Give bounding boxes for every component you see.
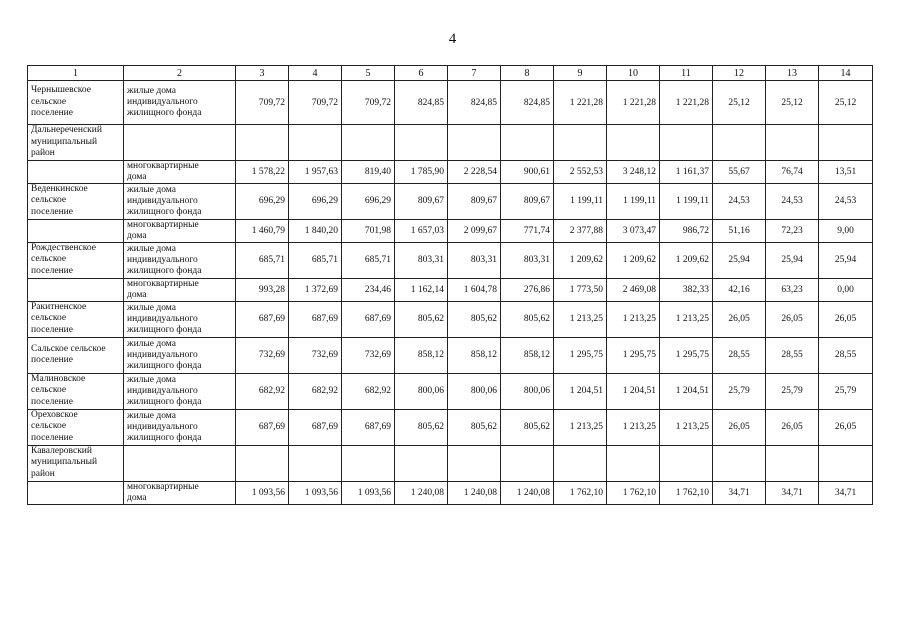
table-row: [28, 409, 873, 445]
value-cell: [342, 445, 395, 481]
settlement-name-cell: [28, 219, 124, 242]
settlement-name-line: Кавалеровский: [31, 445, 92, 456]
value-cell: 42,16: [713, 278, 766, 301]
value-cell: 1 221,28: [660, 81, 713, 125]
table-row: [28, 219, 873, 242]
value-cell: 771,74: [501, 219, 554, 242]
settlement-name-line: Сальское сельское: [31, 343, 106, 354]
value-cell: 234,46: [342, 278, 395, 301]
value-cell: 2 099,67: [448, 219, 501, 242]
column-header: 3: [236, 66, 289, 81]
value-cell: [819, 445, 873, 481]
value-cell: 1 240,08: [501, 481, 554, 504]
column-header: 1: [28, 66, 124, 81]
value-cell: 800,06: [448, 373, 501, 409]
column-header: 8: [501, 66, 554, 81]
value-cell: [395, 125, 448, 161]
table-body: [28, 81, 873, 505]
housing-type-line: жилые дома: [127, 302, 176, 313]
value-cell: 1 578,22: [236, 160, 289, 183]
housing-type-line: жилищного фонда: [127, 432, 202, 443]
value-cell: 26,05: [819, 301, 873, 337]
value-cell: 1 604,78: [448, 278, 501, 301]
value-cell: 824,85: [501, 81, 554, 125]
value-cell: 1 204,51: [607, 373, 660, 409]
value-cell: [395, 445, 448, 481]
value-cell: 858,12: [395, 337, 448, 373]
housing-type-line: индивидуального: [127, 349, 198, 360]
value-cell: 55,67: [713, 160, 766, 183]
value-cell: 1 093,56: [289, 481, 342, 504]
value-cell: 63,23: [766, 278, 819, 301]
settlement-name-line: сельское: [31, 385, 67, 396]
value-cell: 809,67: [395, 183, 448, 219]
header-row: [28, 66, 873, 81]
value-cell: 1 213,25: [554, 409, 607, 445]
page-number: 4: [448, 31, 457, 47]
housing-type-line: жилищного фонда: [127, 396, 202, 407]
housing-type-cell: [124, 373, 236, 409]
value-cell: 1 162,14: [395, 278, 448, 301]
value-cell: 1 199,11: [660, 183, 713, 219]
value-cell: 1 762,10: [660, 481, 713, 504]
housing-type-cell: [124, 409, 236, 445]
value-cell: 1 240,08: [448, 481, 501, 504]
value-cell: 1 204,51: [554, 373, 607, 409]
settlement-name-line: сельское: [31, 195, 67, 206]
value-cell: 26,05: [819, 409, 873, 445]
settlement-name-line: сельское: [31, 421, 67, 432]
settlement-name-line: Дальнереченский: [31, 125, 102, 135]
value-cell: 1 295,75: [607, 337, 660, 373]
housing-type-line: жилые дома: [127, 338, 176, 349]
value-cell: 809,67: [501, 183, 554, 219]
settlement-name-cell: [28, 242, 124, 278]
settlement-name-line: Малиновское: [31, 373, 86, 384]
value-cell: 24,53: [713, 183, 766, 219]
value-cell: [448, 445, 501, 481]
value-cell: 1 093,56: [342, 481, 395, 504]
housing-type-line: жилищного фонда: [127, 360, 202, 371]
housing-type-cell: [124, 160, 236, 183]
value-cell: 1 460,79: [236, 219, 289, 242]
housing-type-line: жилищного фонда: [127, 206, 202, 217]
value-cell: 25,12: [819, 81, 873, 125]
value-cell: 696,29: [236, 183, 289, 219]
value-cell: [501, 445, 554, 481]
settlement-name-cell: [28, 445, 124, 481]
settlement-name-line: муниципальный: [31, 457, 98, 468]
value-cell: 993,28: [236, 278, 289, 301]
column-header: 11: [660, 66, 713, 81]
tariff-table: [27, 65, 873, 505]
settlement-name-cell: [28, 373, 124, 409]
housing-type-line: жилые дома: [127, 243, 176, 254]
value-cell: 25,79: [766, 373, 819, 409]
housing-type-line: жилые дома: [127, 86, 176, 96]
value-cell: [660, 125, 713, 161]
value-cell: 28,55: [819, 337, 873, 373]
housing-type-cell: [124, 125, 236, 161]
housing-type-line: жилые дома: [127, 410, 176, 421]
settlement-name-cell: [28, 81, 124, 125]
value-cell: 1 209,62: [554, 242, 607, 278]
value-cell: [342, 125, 395, 161]
housing-type-cell: [124, 81, 236, 125]
value-cell: 25,12: [766, 81, 819, 125]
value-cell: 687,69: [236, 301, 289, 337]
value-cell: 1 213,25: [607, 409, 660, 445]
value-cell: [501, 125, 554, 161]
value-cell: 34,71: [766, 481, 819, 504]
housing-type-line: жилые дома: [127, 374, 176, 385]
column-header: 14: [819, 66, 873, 81]
settlement-name-line: поселение: [31, 432, 73, 443]
value-cell: 696,29: [342, 183, 395, 219]
housing-type-line: индивидуального: [127, 385, 198, 396]
table-row: [28, 373, 873, 409]
value-cell: 687,69: [342, 301, 395, 337]
value-cell: 805,62: [501, 409, 554, 445]
housing-type-line: многоквартирные: [127, 160, 199, 171]
value-cell: 1 295,75: [660, 337, 713, 373]
housing-type-line: жилищного фонда: [127, 324, 202, 335]
value-cell: 687,69: [289, 301, 342, 337]
value-cell: 25,79: [819, 373, 873, 409]
value-cell: 805,62: [395, 301, 448, 337]
value-cell: 805,62: [448, 409, 501, 445]
value-cell: 26,05: [766, 301, 819, 337]
housing-type-line: дома: [127, 171, 147, 182]
value-cell: 800,06: [395, 373, 448, 409]
value-cell: 709,72: [289, 81, 342, 125]
settlement-name-line: поселение: [31, 396, 73, 407]
value-cell: 803,31: [395, 242, 448, 278]
column-header: 6: [395, 66, 448, 81]
value-cell: 1 762,10: [607, 481, 660, 504]
table-row: [28, 481, 873, 504]
value-cell: [607, 125, 660, 161]
housing-type-cell: [124, 481, 236, 504]
value-cell: 1 221,28: [554, 81, 607, 125]
value-cell: 685,71: [289, 242, 342, 278]
value-cell: 2 377,88: [554, 219, 607, 242]
settlement-name-line: поселение: [31, 206, 73, 217]
settlement-name-line: Чернышевское: [31, 85, 92, 96]
housing-type-line: дома: [127, 289, 147, 300]
housing-type-line: индивидуального: [127, 195, 198, 206]
value-cell: 824,85: [448, 81, 501, 125]
column-header: 5: [342, 66, 395, 81]
value-cell: [554, 125, 607, 161]
housing-type-cell: [124, 219, 236, 242]
value-cell: 0,00: [819, 278, 873, 301]
value-cell: 34,71: [713, 481, 766, 504]
table-row: [28, 160, 873, 183]
value-cell: 809,67: [448, 183, 501, 219]
value-cell: 986,72: [660, 219, 713, 242]
column-header: 13: [766, 66, 819, 81]
value-cell: 3 073,47: [607, 219, 660, 242]
value-cell: 26,05: [713, 409, 766, 445]
value-cell: 2 228,54: [448, 160, 501, 183]
value-cell: 24,53: [819, 183, 873, 219]
value-cell: 1 762,10: [554, 481, 607, 504]
table-row: [28, 183, 873, 219]
value-cell: [289, 445, 342, 481]
housing-type-line: индивидуального: [127, 421, 198, 432]
column-header: 2: [124, 66, 236, 81]
value-cell: 858,12: [501, 337, 554, 373]
column-header: 7: [448, 66, 501, 81]
value-cell: 858,12: [448, 337, 501, 373]
settlement-name-line: сельское: [31, 254, 67, 265]
value-cell: 1 209,62: [660, 242, 713, 278]
table-row: [28, 81, 873, 125]
value-cell: 1 204,51: [660, 373, 713, 409]
value-cell: 382,33: [660, 278, 713, 301]
housing-type-cell: [124, 278, 236, 301]
value-cell: 76,74: [766, 160, 819, 183]
value-cell: 1 785,90: [395, 160, 448, 183]
settlement-name-cell: [28, 278, 124, 301]
settlement-name-cell: [28, 301, 124, 337]
settlement-name-line: Ракитненское: [31, 301, 87, 312]
housing-type-line: жилищного фонда: [127, 265, 202, 276]
housing-type-line: многоквартирные: [127, 481, 199, 492]
value-cell: 2 469,08: [607, 278, 660, 301]
settlement-name-line: Веденкинское: [31, 183, 88, 194]
value-cell: 28,55: [766, 337, 819, 373]
value-cell: 900,61: [501, 160, 554, 183]
value-cell: 1 221,28: [607, 81, 660, 125]
value-cell: 800,06: [501, 373, 554, 409]
settlement-name-line: поселение: [31, 108, 73, 119]
value-cell: 687,69: [236, 409, 289, 445]
housing-type-line: индивидуального: [127, 97, 198, 107]
value-cell: 687,69: [342, 409, 395, 445]
housing-type-line: индивидуального: [127, 313, 198, 324]
value-cell: 682,92: [289, 373, 342, 409]
value-cell: 276,86: [501, 278, 554, 301]
value-cell: 26,05: [713, 301, 766, 337]
value-cell: 824,85: [395, 81, 448, 125]
value-cell: [713, 445, 766, 481]
table-row: [28, 301, 873, 337]
value-cell: [766, 445, 819, 481]
housing-type-cell: [124, 445, 236, 481]
value-cell: 819,40: [342, 160, 395, 183]
value-cell: [236, 445, 289, 481]
value-cell: 1 295,75: [554, 337, 607, 373]
value-cell: 28,55: [713, 337, 766, 373]
housing-type-line: жилищного фонда: [127, 108, 202, 118]
value-cell: 732,69: [342, 337, 395, 373]
settlement-name-line: поселение: [31, 265, 73, 276]
value-cell: [607, 445, 660, 481]
value-cell: 34,71: [819, 481, 873, 504]
settlement-name-cell: [28, 481, 124, 504]
value-cell: 1 657,03: [395, 219, 448, 242]
value-cell: 1 161,37: [660, 160, 713, 183]
settlement-name-line: сельское: [31, 313, 67, 324]
value-cell: [289, 125, 342, 161]
value-cell: 732,69: [289, 337, 342, 373]
settlement-name-line: Ореховское: [31, 409, 78, 420]
value-cell: [448, 125, 501, 161]
value-cell: 25,79: [713, 373, 766, 409]
value-cell: 25,94: [819, 242, 873, 278]
value-cell: 25,12: [713, 81, 766, 125]
value-cell: 805,62: [448, 301, 501, 337]
settlement-name-line: муниципальный: [31, 136, 98, 147]
settlement-name-line: район: [31, 468, 55, 479]
value-cell: 1 213,25: [554, 301, 607, 337]
value-cell: 709,72: [342, 81, 395, 125]
value-cell: 1 240,08: [395, 481, 448, 504]
housing-type-line: жилые дома: [127, 184, 176, 195]
value-cell: 1 209,62: [607, 242, 660, 278]
value-cell: 685,71: [236, 242, 289, 278]
value-cell: 696,29: [289, 183, 342, 219]
value-cell: 701,98: [342, 219, 395, 242]
value-cell: 1 213,25: [660, 301, 713, 337]
value-cell: 2 552,53: [554, 160, 607, 183]
value-cell: 682,92: [342, 373, 395, 409]
value-cell: 685,71: [342, 242, 395, 278]
value-cell: 1 372,69: [289, 278, 342, 301]
settlement-name-cell: [28, 160, 124, 183]
table-row: [28, 125, 873, 161]
settlement-name-line: поселение: [31, 355, 73, 365]
column-header: 4: [289, 66, 342, 81]
value-cell: [236, 125, 289, 161]
value-cell: 1 773,50: [554, 278, 607, 301]
settlement-name-line: сельское: [31, 96, 67, 107]
value-cell: 805,62: [501, 301, 554, 337]
settlement-name-cell: [28, 409, 124, 445]
housing-type-line: индивидуального: [127, 254, 198, 265]
settlement-name-line: район: [31, 148, 55, 158]
housing-type-cell: [124, 183, 236, 219]
value-cell: 1 213,25: [607, 301, 660, 337]
value-cell: [713, 125, 766, 161]
housing-type-line: многоквартирные: [127, 219, 199, 230]
table-row: [28, 278, 873, 301]
value-cell: 1 199,11: [607, 183, 660, 219]
table-row: [28, 242, 873, 278]
value-cell: [554, 445, 607, 481]
value-cell: 682,92: [236, 373, 289, 409]
settlement-name-line: поселение: [31, 324, 73, 335]
value-cell: 732,69: [236, 337, 289, 373]
value-cell: [766, 125, 819, 161]
housing-type-line: дома: [127, 230, 147, 241]
settlement-name-cell: [28, 337, 124, 373]
value-cell: 805,62: [395, 409, 448, 445]
housing-type-cell: [124, 301, 236, 337]
value-cell: 51,16: [713, 219, 766, 242]
value-cell: 803,31: [448, 242, 501, 278]
housing-type-cell: [124, 337, 236, 373]
value-cell: 1 957,63: [289, 160, 342, 183]
housing-type-line: многоквартирные: [127, 278, 199, 289]
housing-type-cell: [124, 242, 236, 278]
value-cell: 1 840,20: [289, 219, 342, 242]
value-cell: 25,94: [713, 242, 766, 278]
settlement-name-cell: [28, 125, 124, 161]
value-cell: 1 199,11: [554, 183, 607, 219]
value-cell: 709,72: [236, 81, 289, 125]
settlement-name-cell: [28, 183, 124, 219]
column-header: 12: [713, 66, 766, 81]
value-cell: 3 248,12: [607, 160, 660, 183]
value-cell: 1 093,56: [236, 481, 289, 504]
housing-type-line: дома: [127, 492, 147, 503]
value-cell: 25,94: [766, 242, 819, 278]
column-header: 9: [554, 66, 607, 81]
value-cell: 803,31: [501, 242, 554, 278]
table-row: [28, 445, 873, 481]
value-cell: 13,51: [819, 160, 873, 183]
settlement-name-line: Рождественское: [31, 242, 96, 253]
column-header: 10: [607, 66, 660, 81]
value-cell: 24,53: [766, 183, 819, 219]
value-cell: 72,23: [766, 219, 819, 242]
value-cell: 687,69: [289, 409, 342, 445]
value-cell: 9,00: [819, 219, 873, 242]
value-cell: 26,05: [766, 409, 819, 445]
value-cell: [660, 445, 713, 481]
table-row: [28, 337, 873, 373]
value-cell: [819, 125, 873, 161]
value-cell: 1 213,25: [660, 409, 713, 445]
